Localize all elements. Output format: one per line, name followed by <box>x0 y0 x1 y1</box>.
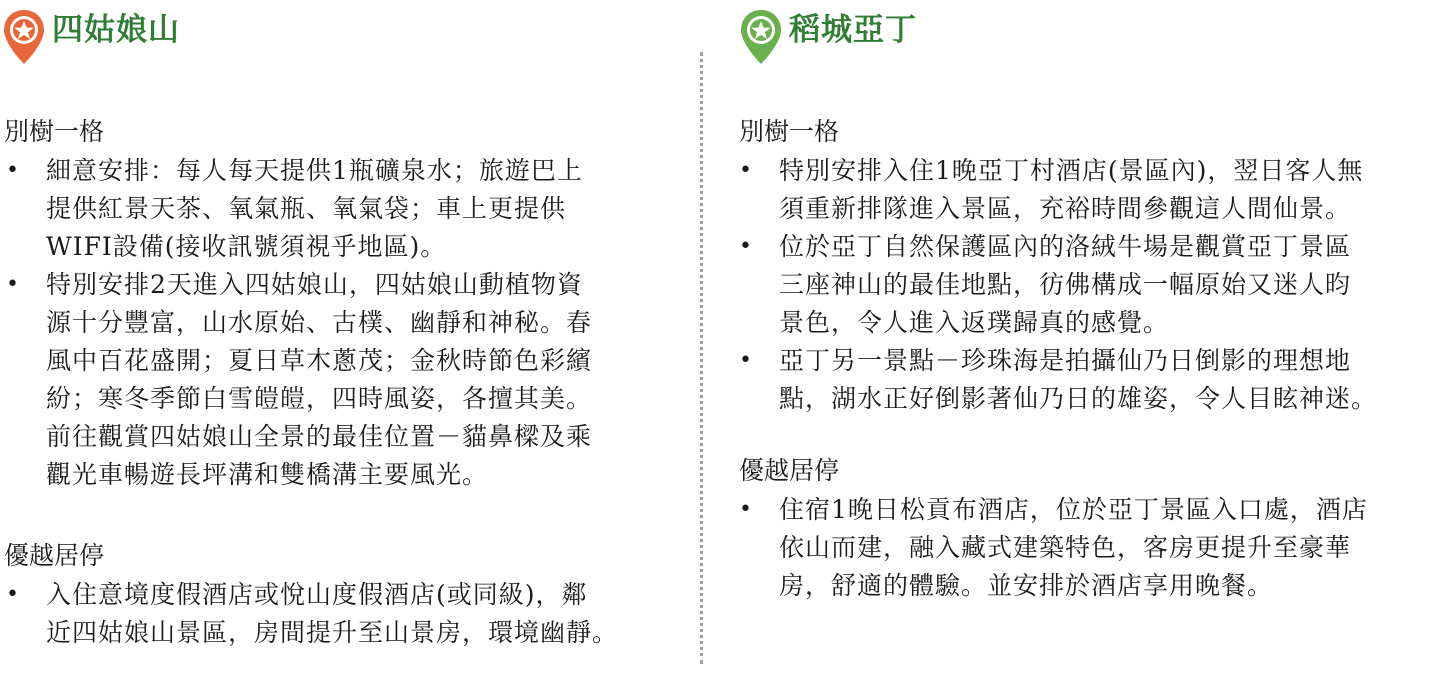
bullet-icon: • <box>739 158 753 183</box>
section-heading-accommodation: 優越居停 <box>4 541 105 570</box>
list-item <box>739 342 1429 418</box>
list-item <box>739 491 1429 605</box>
bullet-icon: • <box>739 348 753 373</box>
section-heading-distinctive: 別樹一格 <box>739 117 840 146</box>
map-pin-star-icon <box>739 8 783 66</box>
list-item-text: 亞丁另一景點－珍珠海是拍攝仙乃日倒影的理想地 點，湖水正好倒影著仙乃日的雄姿，令人目眩神迷。 <box>779 346 1378 413</box>
list-item-text: 細意安排：每人每天提供1瓶礦泉水；旅遊巴上 提供紅景天茶、氧氣瓶、氧氣袋；車上更提供 WIFI設備(接收訊號須視乎地區)。 <box>46 156 583 261</box>
bullet-icon: • <box>6 272 20 297</box>
left-distinctive-list <box>6 152 676 494</box>
list-item-text: 特別安排2天進入四姑娘山，四姑娘山動植物資 源十分豐富，山水原始、古樸、幽靜和神秘。春 風中百花盛開；夏日草木蔥茂；金秋時節色彩繽 紛；寒冬季節白雪皚皚，四時風姿，各擅其美。 前往觀賞四姑娘山全景的最佳位置－貓鼻樑及乘 觀光車暢遊長坪溝和雙橋溝主要風光。 <box>46 270 593 489</box>
list-item <box>6 152 676 266</box>
left-accommodation-list <box>6 576 676 652</box>
section-heading-distinctive: 別樹一格 <box>4 117 105 146</box>
bullet-icon: • <box>739 497 753 522</box>
section-heading-accommodation: 優越居停 <box>739 456 840 485</box>
bullet-icon: • <box>739 234 753 259</box>
list-item-text: 位於亞丁自然保護區內的洛絨牛場是觀賞亞丁景區 三座神山的最佳地點，彷佛構成一幅原始又迷人昀 景色，令人進入返璞歸真的感覺。 <box>779 232 1352 337</box>
list-item-text: 住宿1晚日松貢布酒店，位於亞丁景區入口處，酒店 依山而建，融入藏式建築特色，客房更提升至豪華 房，舒適的體驗。並安排於酒店享用晚餐。 <box>779 495 1368 600</box>
list-item <box>739 228 1429 342</box>
left-header <box>2 8 180 68</box>
map-pin-star-icon <box>2 8 46 66</box>
list-item <box>6 266 676 494</box>
list-item-text: 特別安排入住1晚亞丁村酒店(景區內)，翌日客人無 須重新排隊進入景區，充裕時間參觀這人間仙景。 <box>779 156 1364 223</box>
list-item <box>739 152 1429 228</box>
column-divider <box>700 52 703 664</box>
right-distinctive-list <box>739 152 1429 418</box>
list-item <box>6 576 676 652</box>
right-accommodation-list <box>739 491 1429 605</box>
right-header <box>739 8 917 68</box>
destination-title: 四姑娘山 <box>52 12 180 48</box>
destination-title: 稻城亞丁 <box>789 12 917 48</box>
bullet-icon: • <box>6 582 20 607</box>
list-item-text: 入住意境度假酒店或悅山度假酒店(或同級)，鄰 近四姑娘山景區，房間提升至山景房，環境幽靜。 <box>46 580 619 647</box>
bullet-icon: • <box>6 158 20 183</box>
